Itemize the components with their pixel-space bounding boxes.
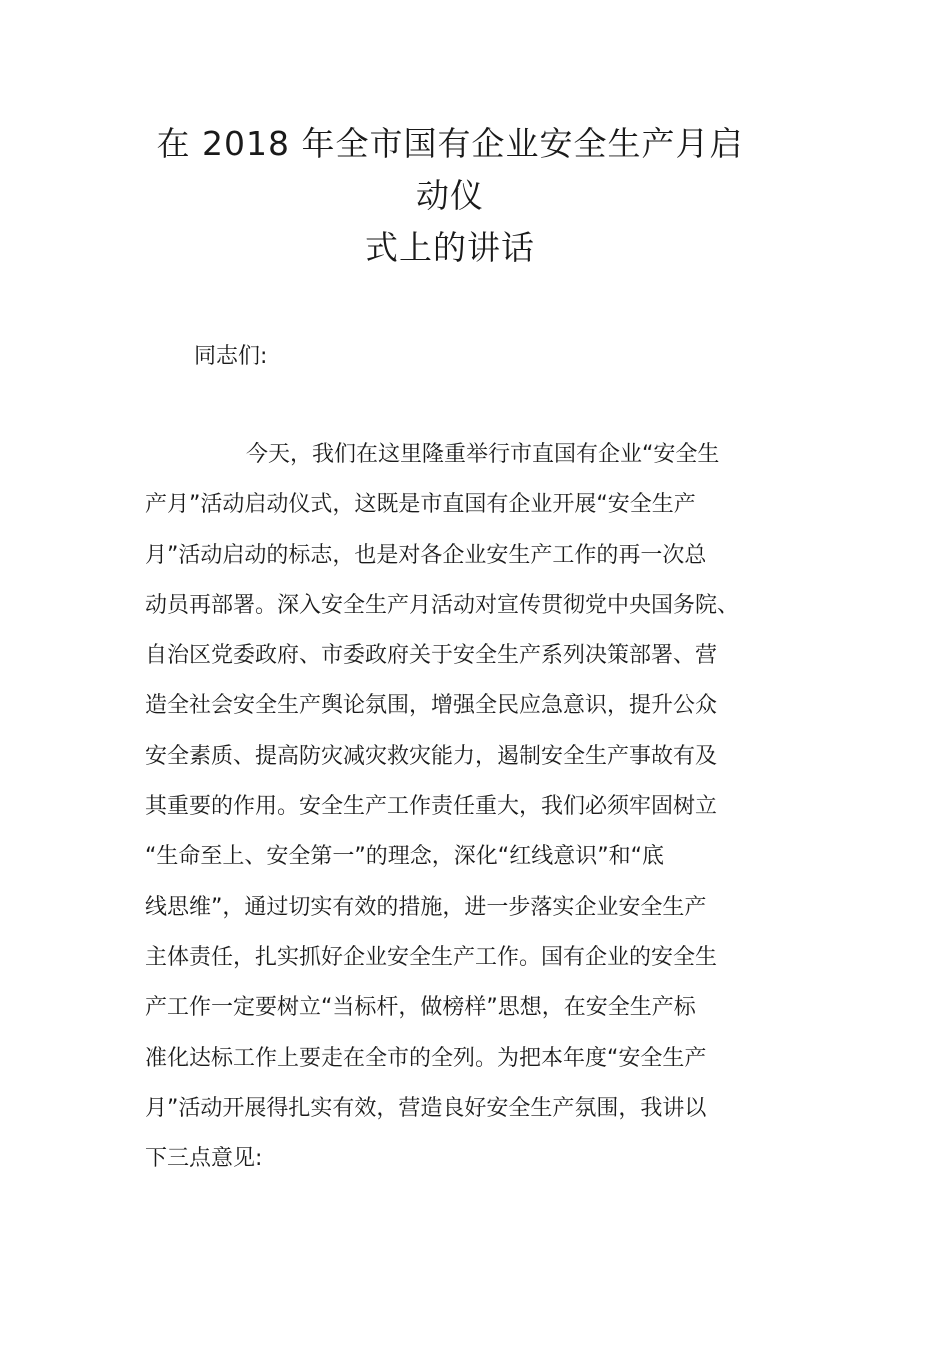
paragraph-line: 造全社会安全生产舆论氛围，增强全民应急意识，提升公众	[145, 693, 718, 719]
title-line: 式上的讲话	[365, 228, 535, 267]
salutation: 同志们:	[194, 344, 268, 369]
paragraph-line: 安全素质、提高防灾减灾救灾能力，遏制安全生产事故有及	[145, 743, 718, 769]
paragraph-line: 产月”活动启动仪式，这既是市直国有企业开展“安全生产	[145, 492, 696, 518]
paragraph-line: 自治区党委政府、市委政府关于安全生产系列决策部署、营	[145, 643, 718, 669]
paragraph-line: “生命至上、安全第一”的理念，深化“红线意识”和“底	[145, 844, 664, 870]
paragraph-line: 动员再部署。深入安全生产月活动对宣传贯彻党中央国务院、	[145, 592, 740, 618]
page-title	[140, 118, 760, 274]
paragraph-line: 其重要的作用。安全生产工作责任重大，我们必须牢固树立	[145, 794, 718, 820]
paragraph-line: 准化达标工作上要走在全市的全列。为把本年度“安全生产	[145, 1045, 707, 1071]
paragraph-line: 下三点意见:	[145, 1146, 263, 1172]
paragraph-line: 月”活动开展得扎实有效，营造良好安全生产氛围，我讲以	[145, 1095, 707, 1121]
paragraph-line: 主体责任，扎实抓好企业安全生产工作。国有企业的安全生	[145, 944, 718, 970]
paragraph-line: 今天，我们在这里隆重举行市直国有企业“安全生	[246, 442, 720, 467]
paragraph-line: 产工作一定要树立“当标杆，做榜样”思想，在安全生产标	[145, 995, 696, 1021]
paragraph-line: 线思维”，通过切实有效的措施，进一步落实企业安全生产	[145, 894, 707, 920]
paragraph-line: 月”活动启动的标志，也是对各企业安生产工作的再一次总	[145, 542, 707, 568]
title-line: 在 2018 年全市国有企业安全生产月启动仪	[156, 124, 744, 215]
body-paragraph	[145, 436, 755, 1190]
